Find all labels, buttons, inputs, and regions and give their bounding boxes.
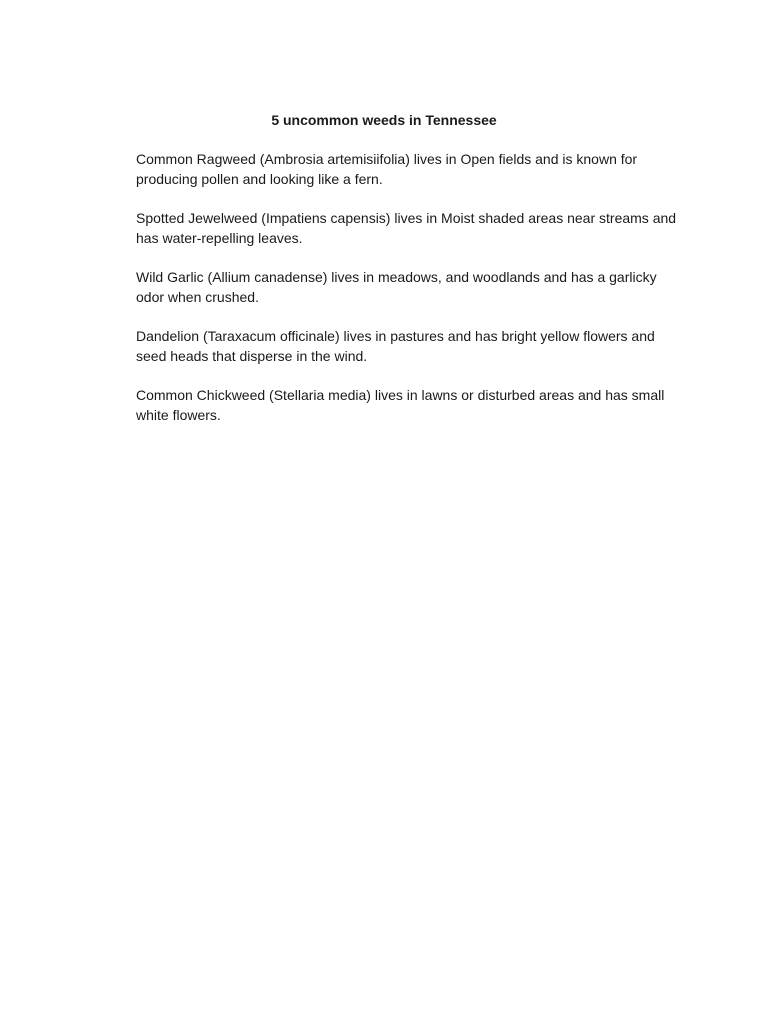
paragraph-common-ragweed: Common Ragweed (Ambrosia artemisiifolia) lives in Open fields and is known for producing pollen and looking like a fern. [136, 151, 638, 187]
paragraph-spotted-jewelweed: Spotted Jewelweed (Impatiens capensis) lives in Moist shaded areas near streams and has water-repelling leaves. [136, 210, 677, 246]
document-title: 5 uncommon weeds in Tennessee [271, 112, 497, 128]
paragraph-wild-garlic: Wild Garlic (Allium canadense) lives in meadows, and woodlands and has a garlicky odor when crushed. [136, 269, 657, 305]
document-body [136, 150, 684, 445]
paragraph-common-chickweed: Common Chickweed (Stellaria media) lives in lawns or disturbed areas and has small white flowers. [136, 387, 665, 423]
paragraph-dandelion: Dandelion (Taraxacum officinale) lives in pastures and has bright yellow flowers and seed heads that disperse in the wind. [136, 328, 655, 364]
